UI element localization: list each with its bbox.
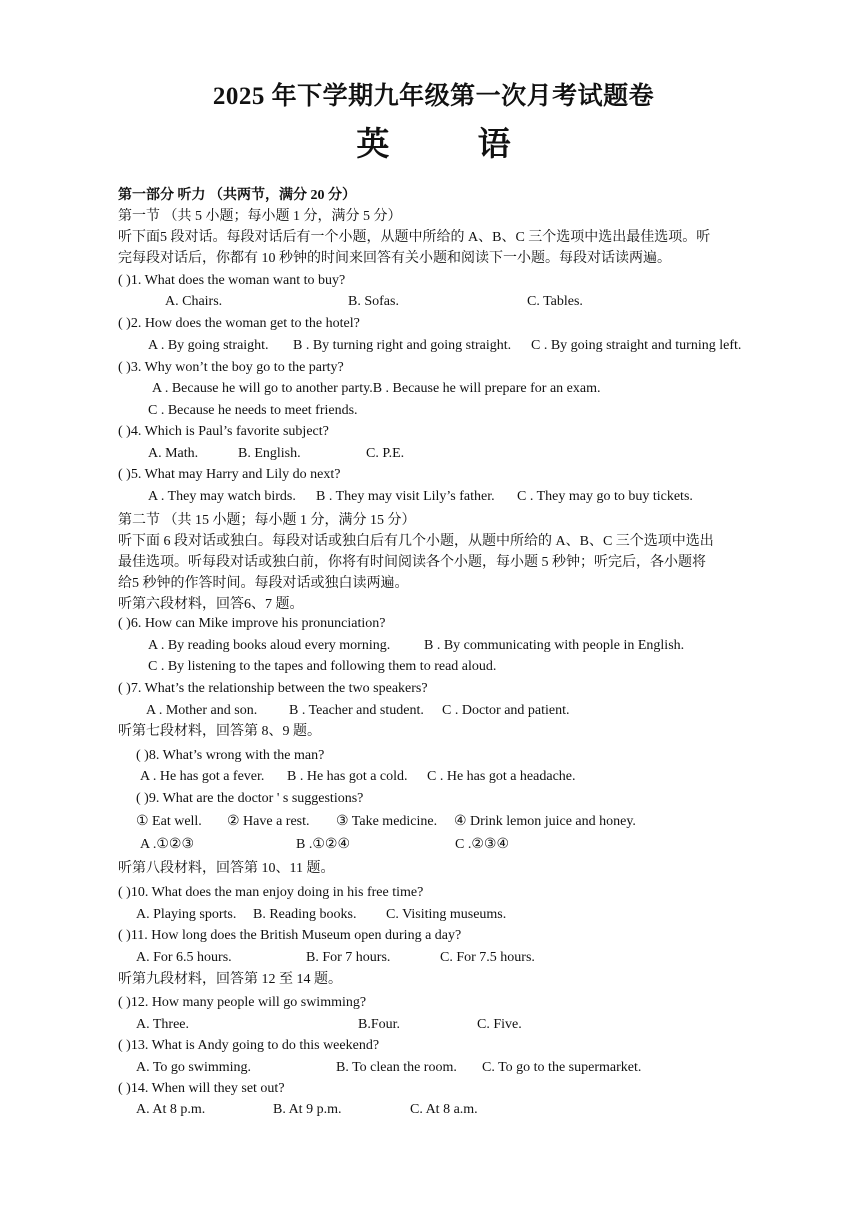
question-13-stem: ( )13. What is Andy going to do this weekend? [118,1038,380,1053]
question-1-option-c: C. Tables. [527,294,583,309]
question-6-option-b: B . By communicating with people in English. [424,638,685,653]
question-12-option-b: B.Four. [358,1017,401,1032]
question-8-option-b: B . He has got a cold. [287,769,408,784]
question-3-options-ab: A . Because he will go to another party.B . Because he will prepare for an exam. [152,381,601,396]
section1-instructions-line2: 完每段对话后，你都有 10 秒钟的时间来回答有关小题和阅读下一小题。每段对话读两遍。 [118,251,671,266]
question-8-option-a: A . He has got a fever. [140,769,265,784]
part1-heading: 第一部分 听力 （共两节，满分 20 分） [118,188,356,203]
question-12-option-a: A. Three. [136,1017,189,1032]
section2-instructions-line3: 给5 秒钟的作答时间。每段对话或独白读两遍。 [118,576,409,591]
question-3-stem: ( )3. Why won’t the boy go to the party? [118,360,344,375]
question-10-option-b: B. Reading books. [253,907,357,922]
question-2-option-b: B . By turning right and going straight. [293,338,512,353]
subject-title: 英 语 [356,127,551,163]
question-11-stem: ( )11. How long does the British Museum open during a day? [118,928,462,943]
question-9-item-3: ③ Take medicine. [336,814,438,829]
question-5-option-c: C . They may go to buy tickets. [517,489,693,504]
question-5-option-a: A . They may watch birds. [148,489,296,504]
section2-instructions-line1: 听下面 6 段对话或独白。每段对话或独白后有几个小题，从题中所给的 A、B、C 三个选项中选出 [118,534,714,549]
question-13-option-b: B. To clean the room. [336,1060,457,1075]
question-11-option-b: B. For 7 hours. [306,950,391,965]
question-6-option-c: C . By listening to the tapes and following them to read aloud. [148,659,497,674]
question-14-option-b: B. At 9 p.m. [273,1102,342,1117]
question-10-option-a: A. Playing sports. [136,907,237,922]
question-10-option-c: C. Visiting museums. [386,907,507,922]
question-9-option-b: B .①②④ [296,837,350,852]
question-4-stem: ( )4. Which is Paul’s favorite subject? [118,424,329,439]
exam-title: 2025 年下学期九年级第一次月考试题卷 [212,83,655,110]
question-7-option-c: C . Doctor and patient. [442,703,570,718]
question-9-stem: ( )9. What are the doctor ' s suggestions? [136,791,364,806]
section1-heading: 第一节 （共 5 小题；每小题 1 分，满分 5 分） [118,209,402,224]
question-9-option-c: C .②③④ [455,837,509,852]
question-9-item-1: ① Eat well. [136,814,202,829]
section2-instructions-line2: 最佳选项。听每段对话或独白前，你将有时间阅读各个小题，每小题 5 秒钟；听完后，各小题将 [118,555,706,570]
question-13-option-a: A. To go swimming. [136,1060,252,1075]
question-4-option-b: B. English. [238,446,301,461]
question-11-option-c: C. For 7.5 hours. [440,950,535,965]
question-2-option-c: C . By going straight and turning left. [531,338,742,353]
group-8-heading: 听第八段材料，回答第 10、11 题。 [118,861,335,876]
question-7-option-b: B . Teacher and student. [289,703,424,718]
question-4-option-c: C. P.E. [366,446,405,461]
question-9-item-4: ④ Drink lemon juice and honey. [454,814,636,829]
question-4-option-a: A. Math. [148,446,199,461]
question-2-option-a: A . By going straight. [148,338,269,353]
question-13-option-c: C. To go to the supermarket. [482,1060,642,1075]
question-8-stem: ( )8. What’s wrong with the man? [136,748,325,763]
question-8-option-c: C . He has got a headache. [427,769,576,784]
question-5-option-b: B . They may visit Lily’s father. [316,489,495,504]
group-6-heading: 听第六段材料，回答6、7 题。 [118,597,304,612]
question-3-option-c: C . Because he needs to meet friends. [148,403,358,418]
question-1-stem: ( )1. What does the woman want to buy? [118,273,346,288]
question-14-option-c: C. At 8 a.m. [410,1102,478,1117]
question-14-stem: ( )14. When will they set out? [118,1081,285,1096]
group-9-heading: 听第九段材料，回答第 12 至 14 题。 [118,972,342,987]
section1-instructions-line1: 听下面5 段对话。每段对话后有一个小题，从题中所给的 A、B、C 三个选项中选出最佳选项。听 [118,230,711,245]
question-14-option-a: A. At 8 p.m. [136,1102,206,1117]
section2-heading: 第二节 （共 15 小题；每小题 1 分，满分 15 分） [118,513,416,528]
question-9-item-2: ② Have a rest. [227,814,310,829]
group-7-heading: 听第七段材料，回答第 8、9 题。 [118,724,321,739]
question-6-stem: ( )6. How can Mike improve his pronunciation? [118,616,386,631]
question-1-option-a: A. Chairs. [165,294,223,309]
question-1-option-b: B. Sofas. [348,294,399,309]
question-11-option-a: A. For 6.5 hours. [136,950,232,965]
question-9-option-a: A .①②③ [140,837,194,852]
question-10-stem: ( )10. What does the man enjoy doing in his free time? [118,885,424,900]
question-5-stem: ( )5. What may Harry and Lily do next? [118,467,341,482]
question-12-option-c: C. Five. [477,1017,522,1032]
question-12-stem: ( )12. How many people will go swimming? [118,995,367,1010]
question-7-option-a: A . Mother and son. [146,703,258,718]
question-6-option-a: A . By reading books aloud every morning. [148,638,391,653]
question-7-stem: ( )7. What’s the relationship between the two speakers? [118,681,428,696]
question-2-stem: ( )2. How does the woman get to the hotel? [118,316,360,331]
